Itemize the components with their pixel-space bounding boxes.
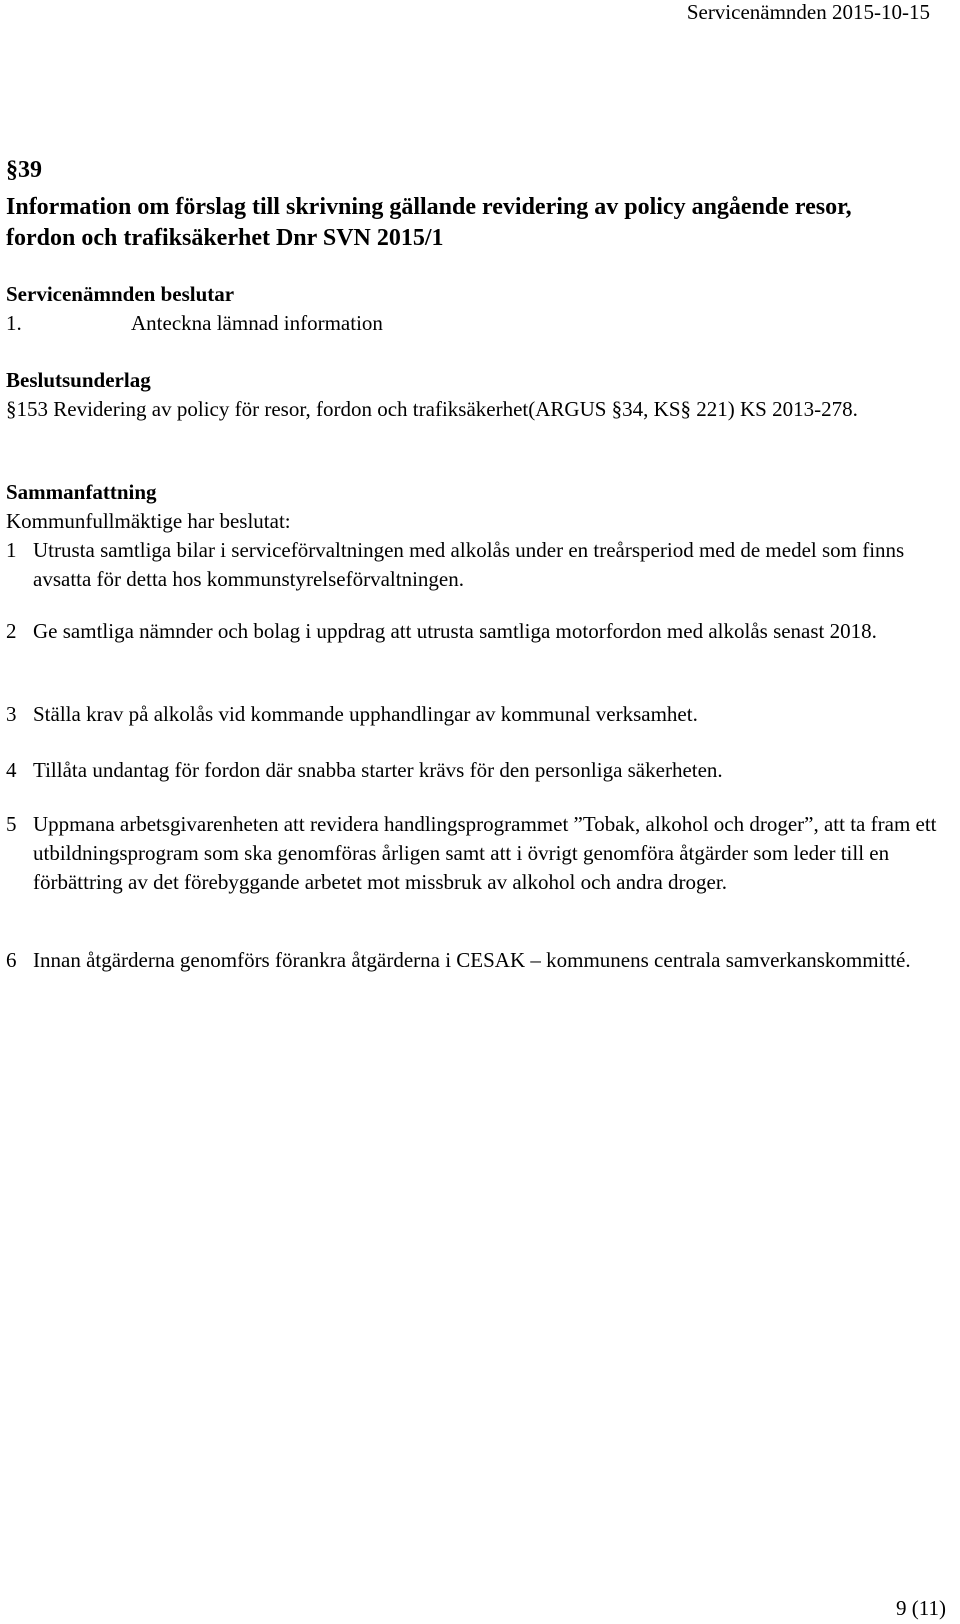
summary-item: [6, 536, 946, 594]
page-number: 9 (11): [896, 1596, 946, 1620]
summary-item-text: Uppmana arbetsgivarenheten att revidera handlingsprogrammet ”Tobak, alkohol och droger”, att ta fram ett utbildningsprogram som ska genomföras årligen samt att i övrigt genomföra åtgärder som leder till en förbättring av det förebyggande arbetet mot missbruk av alkohol och andra droger.: [33, 812, 937, 894]
summary-item-number: 2: [6, 619, 17, 643]
summary-item-text: Innan åtgärderna genomförs förankra åtgärderna i CESAK – kommunens centrala samverkanskommitté.: [33, 948, 911, 972]
summary-item-number: 3: [6, 702, 17, 726]
summary-item: [6, 756, 946, 785]
summary-item: [6, 617, 946, 646]
summary-item-text: Utrusta samtliga bilar i serviceförvaltningen med alkolås under en treårsperiod med de medel som finns avsatta för detta hos kommunstyrelseförvaltningen.: [33, 538, 905, 591]
summary-intro: Kommunfullmäktige har beslutat:: [6, 509, 291, 533]
summary-item-text: Ge samtliga nämnder och bolag i uppdrag att utrusta samtliga motorfordon med alkolås senast 2018.: [33, 619, 877, 643]
summary-item: [6, 810, 946, 897]
decision-section: [6, 280, 946, 338]
summary-item-text: Tillåta undantag för fordon där snabba starter krävs för den personliga säkerheten.: [33, 758, 723, 782]
decision-heading: Servicenämnden beslutar: [6, 282, 235, 306]
summary-heading: Sammanfattning: [6, 480, 157, 504]
basis-heading: Beslutsunderlag: [6, 368, 151, 392]
summary-item: [6, 946, 946, 975]
summary-item-number: 4: [6, 758, 17, 782]
summary-item-number: 6: [6, 948, 17, 972]
basis-section: [6, 366, 946, 424]
section-title: Information om förslag till skrivning gällande revidering av policy angående resor, fordon och trafiksäkerhet Dnr SVN 2015/1: [6, 194, 852, 251]
summary-item-number: 1: [6, 538, 17, 562]
decision-item-number: 1.: [6, 311, 22, 335]
summary-item-text: Ställa krav på alkolås vid kommande upphandlingar av kommunal verksamhet.: [33, 702, 698, 726]
section-number: §39: [6, 157, 42, 183]
summary-item-number: 5: [6, 812, 17, 836]
decision-item: [6, 309, 946, 338]
basis-text: §153 Revidering av policy för resor, fordon och trafiksäkerhet(ARGUS §34, KS§ 221) KS 2013-278.: [6, 397, 858, 421]
page-header: Servicenämnden 2015-10-15: [686, 0, 930, 24]
decision-item-text: Anteckna lämnad information: [131, 311, 383, 335]
summary-section: [6, 478, 946, 536]
summary-item: [6, 700, 946, 729]
